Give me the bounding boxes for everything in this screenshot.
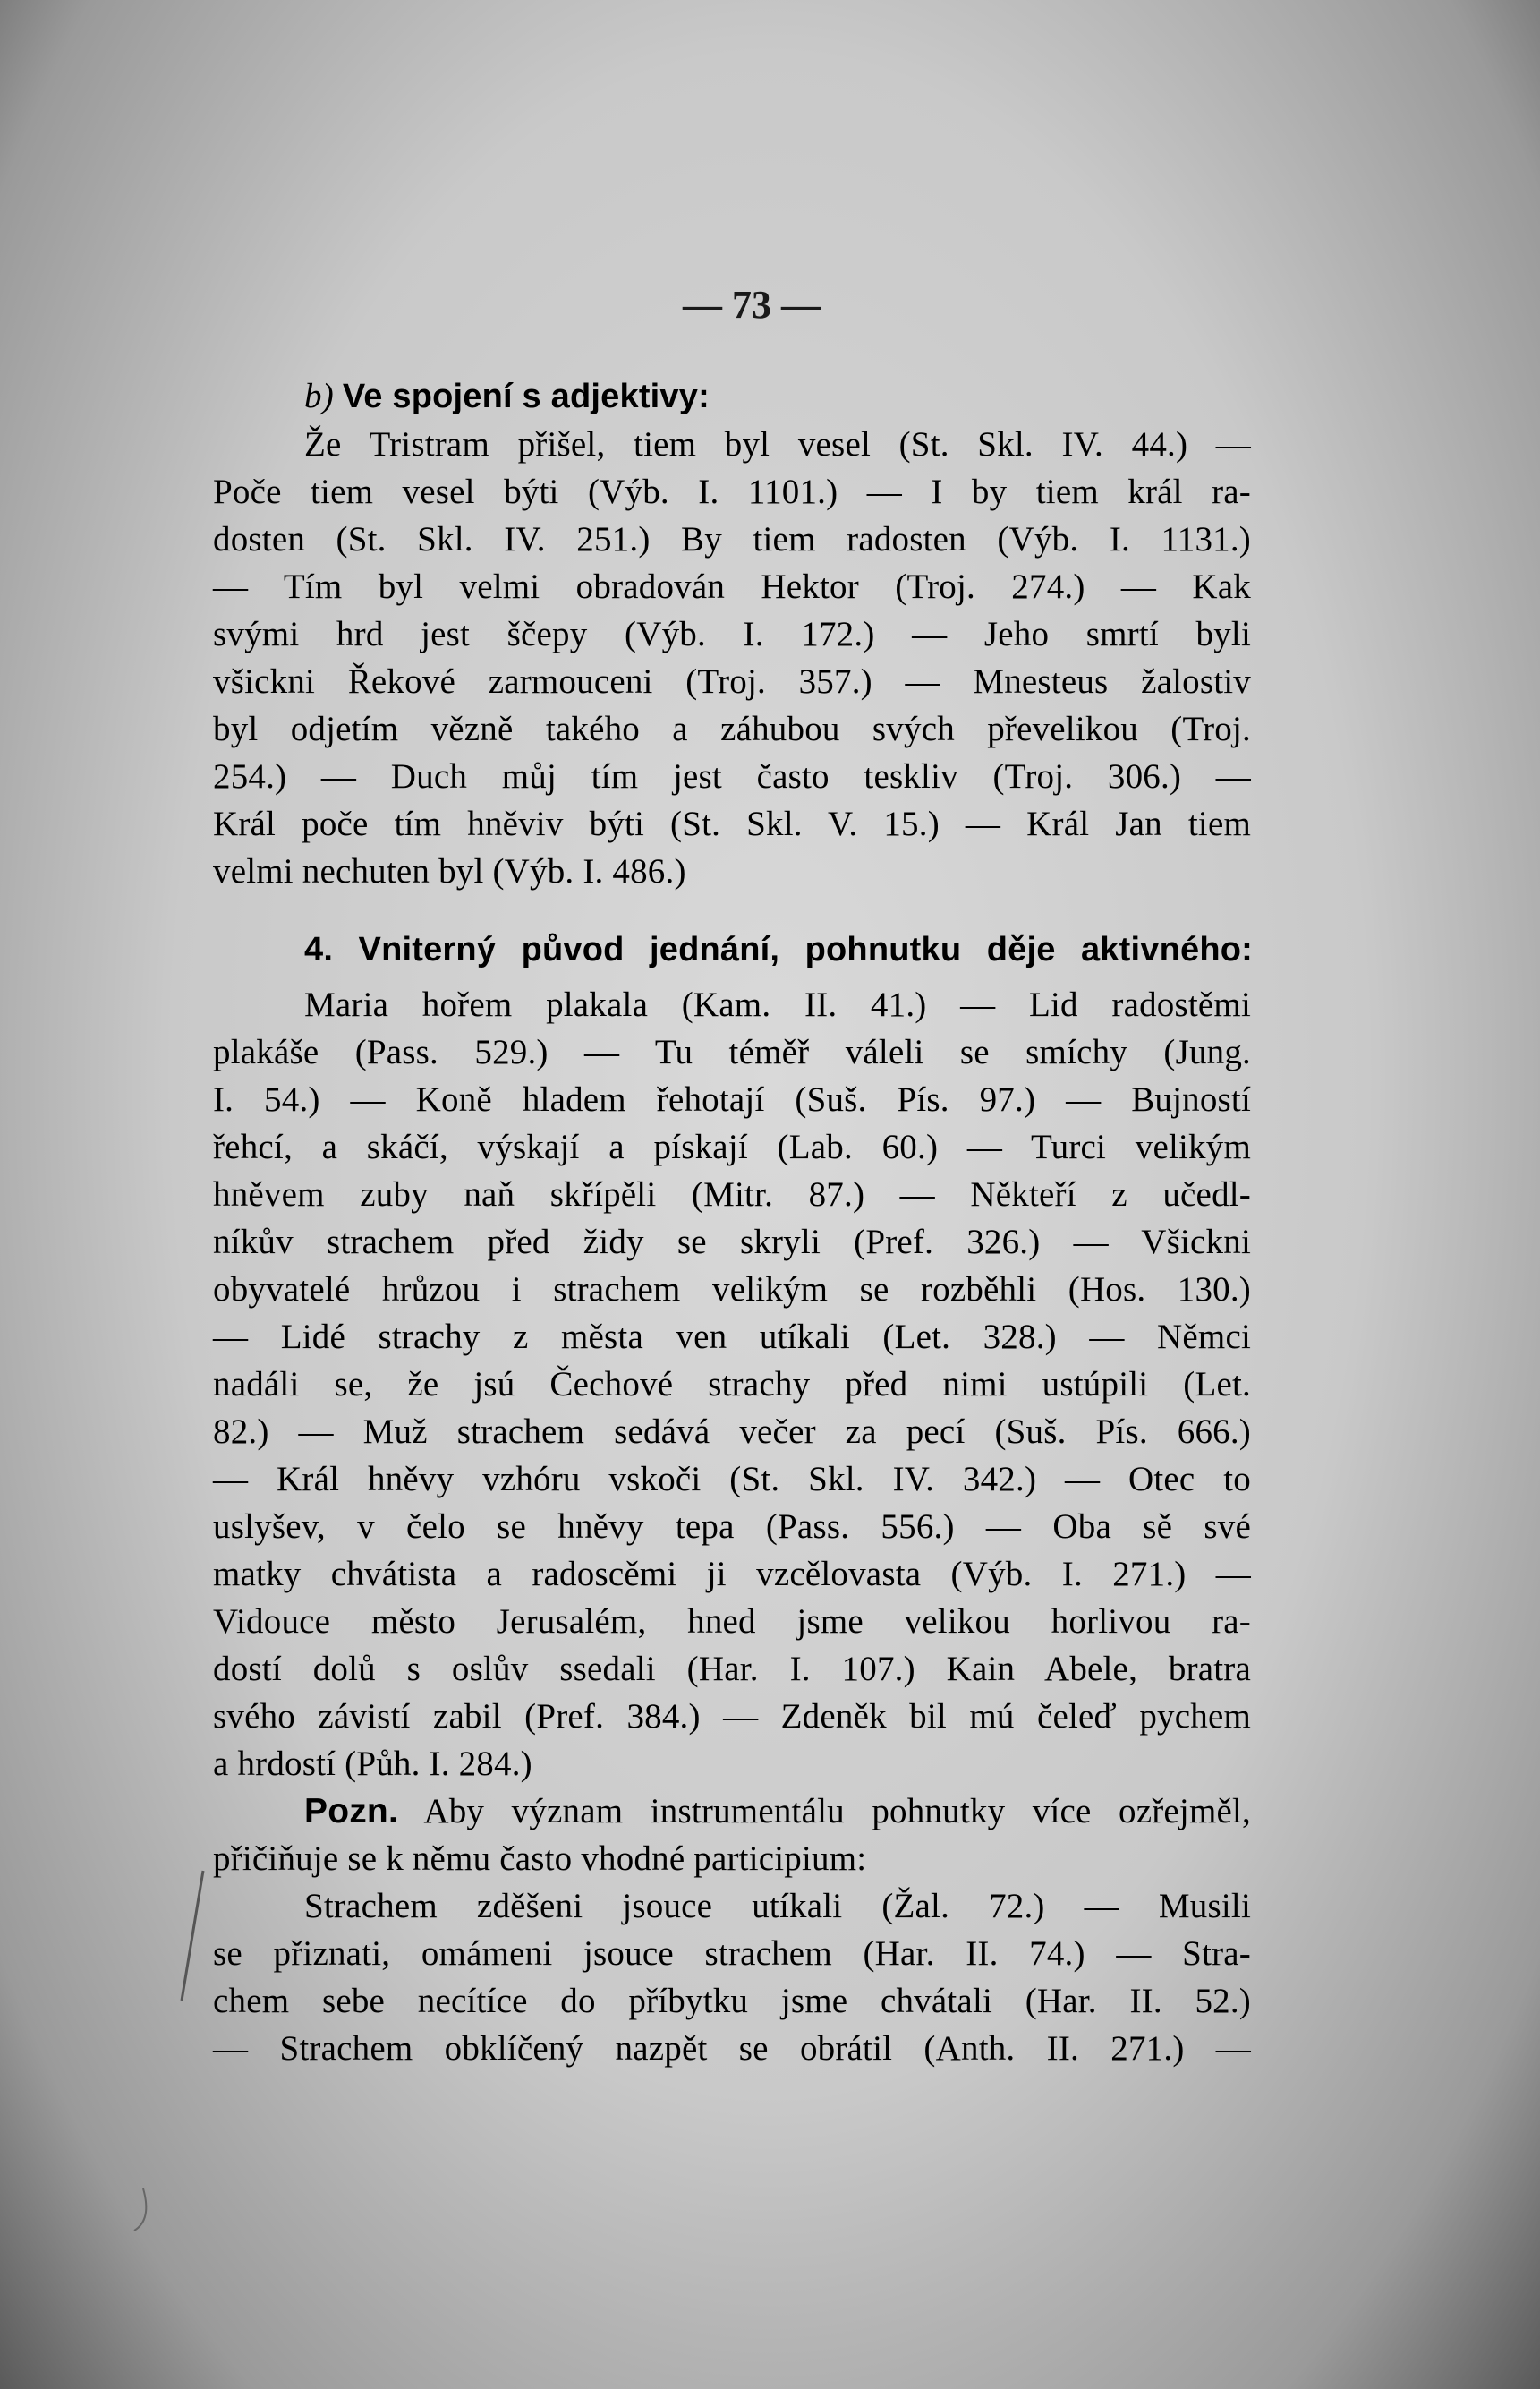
text-line: hněvem zuby naň skřípěli (Mitr. 87.) — Někteří z učedl-	[213, 1175, 1251, 1214]
text-line: svého závistí zabil (Pref. 384.) — Zdeněk bil mú čeleď pychem	[213, 1697, 1251, 1736]
section-b-title: Ve spojení s adjektivy:	[342, 378, 710, 415]
note-text: Aby význam instrumentálu pohnutky více ozřejměl,	[423, 1792, 1251, 1830]
page-number: — 73 —	[683, 283, 821, 327]
text-line: velmi nechuten byl (Výb. I. 486.)	[213, 852, 686, 891]
text-line: se přiznati, omámeni jsouce strachem (Har. II. 74.) — Stra-	[213, 1934, 1251, 1973]
text-line: Poče tiem vesel býti (Výb. I. 1101.) — I by tiem král ra-	[213, 473, 1251, 511]
text-line: — Lidé strachy z města ven utíkali (Let. 328.) — Němci	[213, 1318, 1251, 1356]
note-label: Pozn.	[304, 1792, 398, 1830]
text-line: Vidouce město Jerusalém, hned jsme velikou horlivou ra-	[213, 1602, 1251, 1641]
text-line: chem sebe necítíce do příbytku jsme chvátali (Har. II. 52.)	[213, 1982, 1251, 2020]
text-line: 254.) — Duch můj tím jest často teskliv (Troj. 306.) —	[213, 757, 1251, 796]
pencil-mark	[125, 2184, 161, 2238]
section-4-heading: 4. Vniterný původ jednání, pohnutku děje aktivného:	[304, 931, 1253, 968]
text-line: Strachem zděšeni jsouce utíkali (Žal. 72.) — Musili	[304, 1887, 1251, 1925]
text-line: řehcí, a skáčí, výskají a pískají (Lab. 60.) — Turci velikým	[213, 1128, 1251, 1166]
text-line: — Tím byl velmi obradován Hektor (Troj. 274.) — Kak	[213, 567, 1251, 606]
text-line: — Král hněvy vzhóru vskoči (St. Skl. IV. 342.) — Otec to	[213, 1460, 1251, 1498]
section-b-letter: b)	[304, 377, 334, 415]
text-line: dosten (St. Skl. IV. 251.) By tiem radosten (Výb. I. 1131.)	[213, 520, 1251, 559]
text-line: všickni Řekové zarmouceni (Troj. 357.) — Mnesteus žalostiv	[213, 662, 1251, 701]
text-line: níkův strachem před židy se skryli (Pref. 326.) — Všickni	[213, 1223, 1251, 1261]
text-line: uslyšev, v čelo se hněvy tepa (Pass. 556.) — Oba sě své	[213, 1507, 1251, 1546]
note-first-line	[304, 1789, 1251, 1834]
text-line: Král poče tím hněviv býti (St. Skl. V. 15.) — Král Jan tiem	[213, 805, 1251, 843]
section-b-heading	[304, 374, 1342, 419]
text-line: nadáli se, že jsú Čechové strachy před nimi ustúpili (Let.	[213, 1365, 1251, 1404]
text-line: matky chvátista a radoscěmi ji vzcělovasta (Výb. I. 271.) —	[213, 1555, 1251, 1593]
text-line: 82.) — Muž strachem sedává večer za pecí (Suš. Pís. 666.)	[213, 1412, 1251, 1451]
text-line: Že Tristram přišel, tiem byl vesel (St. Skl. IV. 44.) —	[304, 425, 1251, 464]
text-line: I. 54.) — Koně hladem řehotají (Suš. Pís. 97.) — Bujností	[213, 1080, 1251, 1119]
text-line: a hrdostí (Půh. I. 284.)	[213, 1745, 532, 1783]
text-line: dostí dolů s oslův ssedali (Har. I. 107.) Kain Abele, bratra	[213, 1650, 1251, 1688]
text-line: přičiňuje se k němu často vhodné participium:	[213, 1839, 867, 1878]
text-line: Maria hořem plakala (Kam. II. 41.) — Lid radostěmi	[304, 985, 1251, 1024]
text-line: svými hrd jest ščepy (Výb. I. 172.) — Jeho smrtí byli	[213, 615, 1251, 653]
text-line: — Strachem obklíčený nazpět se obrátil (Anth. II. 271.) —	[213, 2029, 1251, 2068]
text-line: obyvatelé hrůzou i strachem velikým se rozběhli (Hos. 130.)	[213, 1270, 1251, 1309]
pencil-mark	[174, 1866, 210, 2009]
text-line: plakáše (Pass. 529.) — Tu téměř váleli se smíchy (Jung.	[213, 1033, 1251, 1071]
text-line: byl odjetím vězně takého a záhubou svých převelikou (Troj.	[213, 710, 1251, 748]
